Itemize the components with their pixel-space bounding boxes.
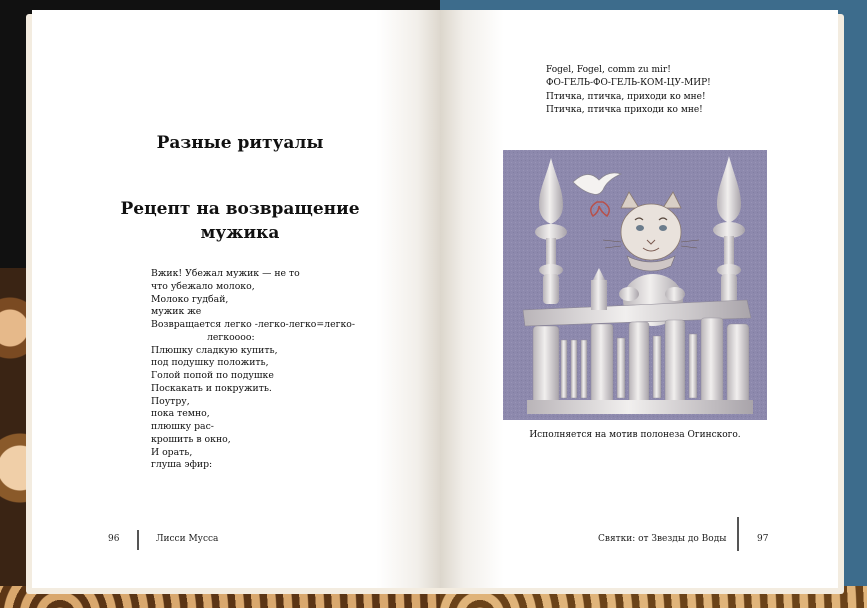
footer-divider-right (737, 517, 739, 551)
poem-line: плюшку рас- (151, 421, 214, 432)
poem-line: глуша эфир: (151, 459, 213, 471)
verse (546, 64, 711, 117)
poem-line: Плюшку сладкую купить, (151, 344, 278, 356)
section-title: Разные ритуалы (156, 133, 324, 153)
recipe-title (40, 197, 440, 245)
poem-line: И орать, (151, 446, 193, 458)
poem-line: что убежало молоко, (151, 280, 255, 292)
running-footer-author: Лисси Мусса (156, 534, 219, 544)
cat-on-balcony-illustration (503, 150, 767, 420)
running-footer-title: Святки: от Звезды до Воды (598, 534, 727, 544)
poem-line: Молоко гудбай, (151, 293, 229, 305)
poem-line: Поутру, (151, 395, 190, 407)
poem-line: пока темно, (151, 408, 210, 420)
poem-line: крошить в окно, (151, 433, 231, 445)
verse-line: Птичка, птичка приходи ко мне! (546, 104, 703, 115)
recipe-title-line2: мужика (200, 223, 280, 243)
illustration-caption: Исполняется на мотив полонеза Огинского. (529, 430, 741, 440)
poem-line: под подушку положить, (151, 357, 269, 369)
poem-line: легкоооо: (207, 331, 255, 343)
verse-line: Fogel, Fogel, comm zu mir! (546, 65, 671, 75)
verse-line: Птичка, птичка, приходи ко мне! (546, 91, 706, 102)
footer-divider-left (137, 530, 139, 550)
poem-line: Вжик! Убежал мужик — не то (151, 268, 300, 279)
recipe-title-line1: Рецепт на возвращение (120, 199, 360, 219)
poem-line: мужик же (151, 306, 202, 318)
page-number-left: 96 (108, 534, 120, 544)
page-number-right: 97 (757, 534, 769, 544)
poem-line: Поскакать и покружить. (151, 382, 272, 394)
poem (151, 268, 355, 472)
poem-line: Возвращается легко -легко-легко=легко- (151, 319, 356, 330)
verse-line: ФО-ГЕЛЬ-ФО-ГЕЛЬ-КОМ-ЦУ-МИР! (546, 78, 711, 89)
poem-line: Голой попой по подушке (151, 370, 274, 381)
